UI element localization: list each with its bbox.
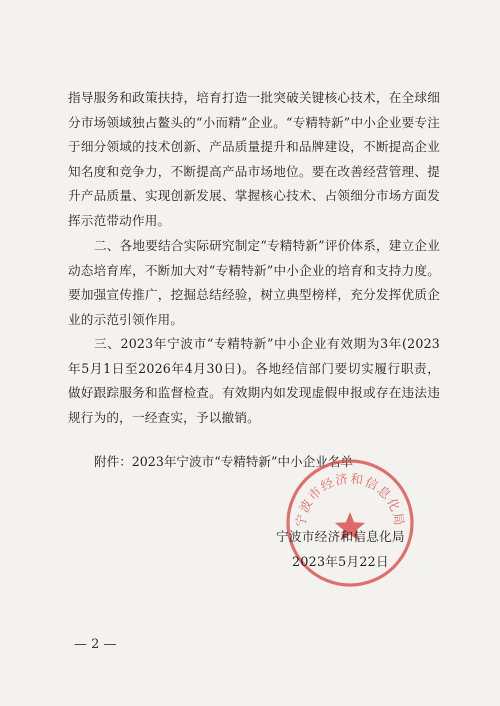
seal-text: 宁波市经济和信息化局 [292, 470, 408, 528]
paragraph-1: 指导服务和政策扶持，培育打造一批突破关键核心技术，在全球细分市场领域独占鳌头的“小而精”企业。“专精特新”中小企业要专注于细分领域的技术创新、产品质量提升和品牌建设，不断提高企业知名度和竞争力，不断提高产品市场地位。要在改善经营管理、提升产品质量、实现创新发展、掌握核心技术、占领细分市场方面发挥示范带动作用。 [68, 90, 440, 228]
page-number: — 2 — [74, 637, 117, 652]
paragraph-2: 二、各地要结合实际研究制定“专精特新”评价体系，建立企业动态培育库，不断加大对“专精特新”中小企业的培育和支持力度。要加强宣传推广，挖掘总结经验，树立典型榜样，充分发挥优质企业的示范引领作用。 [68, 238, 440, 327]
paragraph-3: 三、2023年宁波市“专精特新”中小企业有效期为3年(2023年5月1日至2026年4月30日)。各地经信部门要切实履行职责，做好跟踪服务和监督检查。有效期内如发现虚假申报或存在违法违规行为的，一经查实，予以撤销。 [68, 336, 440, 425]
issuer-signature: 宁波市经济和信息化局 [276, 529, 405, 544]
attachment-line: 附件：2023年宁波市“专精特新”中小企业名单 [94, 454, 354, 469]
issue-date: 2023年5月22日 [292, 554, 389, 569]
